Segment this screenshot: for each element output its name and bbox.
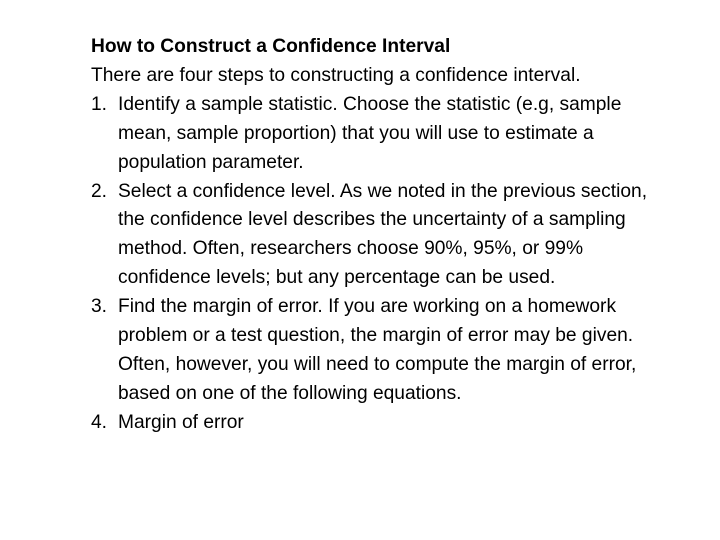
step-number: 2. bbox=[91, 180, 108, 202]
step-2 bbox=[91, 178, 651, 294]
step-text: Find the margin of error. If you are working on a homework problem or a test question, the margin of error may be given. Often, however, you will need to compute the margin of error, based on one of the following equations. bbox=[118, 296, 637, 404]
step-number: 4. bbox=[91, 411, 108, 433]
intro-text: There are four steps to constructing a confidence interval. bbox=[91, 64, 581, 86]
step-number: 1. bbox=[91, 93, 108, 115]
step-text: Identify a sample statistic. Choose the statistic (e.g, sample mean, sample proportion) that you will use to estimate a population parameter. bbox=[118, 93, 622, 173]
step-3 bbox=[91, 293, 651, 409]
step-text: Margin of error bbox=[118, 411, 244, 433]
step-number: 3. bbox=[91, 296, 108, 318]
step-1 bbox=[91, 91, 651, 178]
step-4 bbox=[91, 409, 651, 438]
steps-list bbox=[91, 91, 651, 438]
slide-content bbox=[91, 33, 651, 438]
page-title: How to Construct a Confidence Interval bbox=[91, 36, 451, 57]
step-text: Select a confidence level. As we noted in the previous section, the confidence level describes the uncertainty of a sampling method. Often, researchers choose 90%, 95%, or 99% confidence levels; but any percentage can be used. bbox=[118, 180, 648, 289]
